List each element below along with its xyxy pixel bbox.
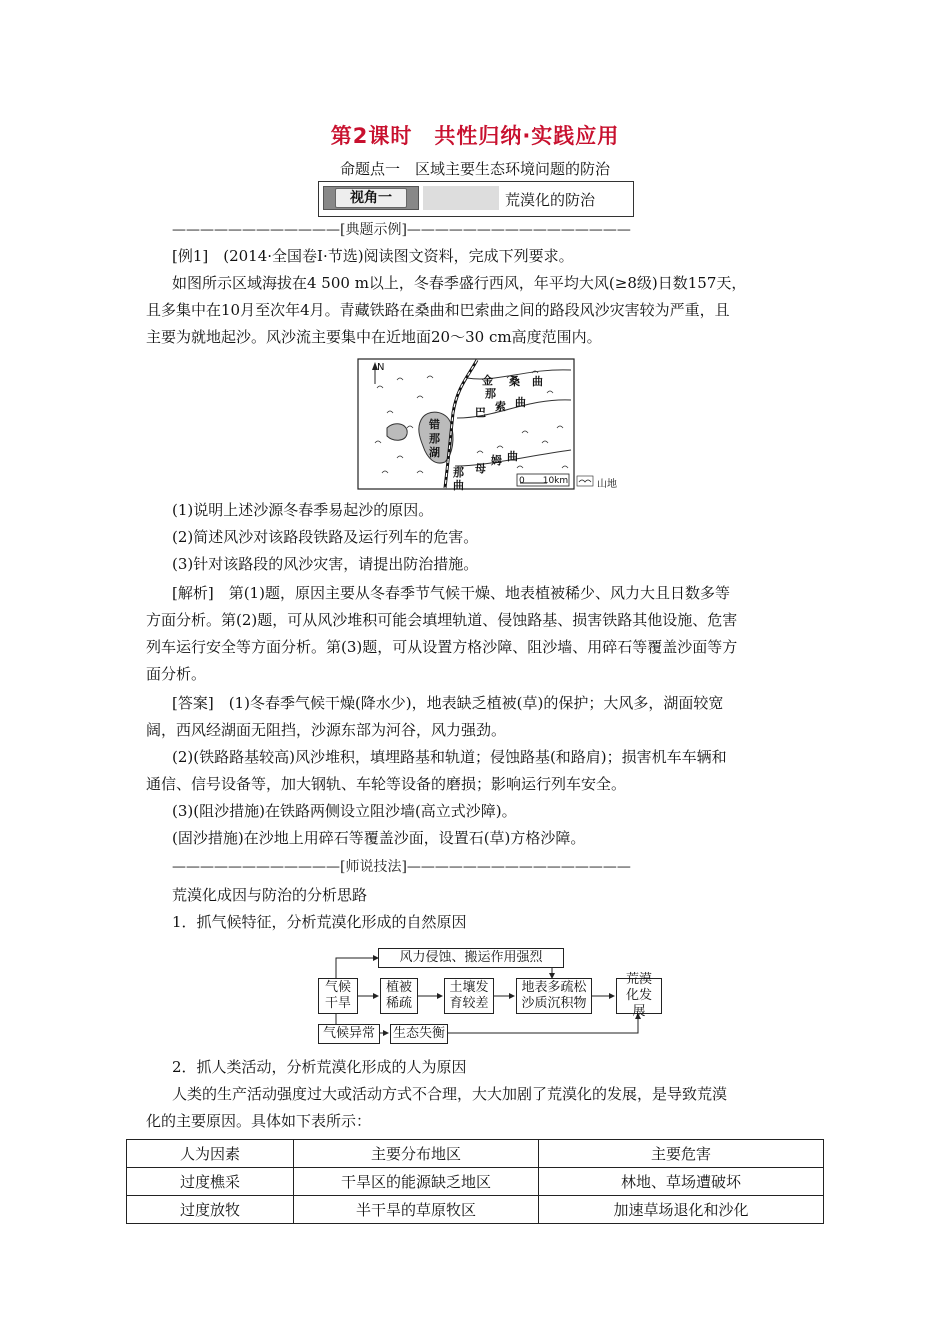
map-label-qu1: 曲 [532, 375, 543, 388]
example-line-1: 如图所示区域海拔在4 500 m以上，冬春季盛行西风，年平均大风(≥8级)日数157天， [172, 274, 747, 292]
table-header: 主要危害 [539, 1140, 824, 1168]
table-cell: 过度放牧 [127, 1196, 294, 1224]
method-point-1: 1．抓气候特征，分析荒漠化形成的自然原因 [172, 913, 467, 931]
map-figure [357, 358, 627, 494]
angle-banner [318, 181, 634, 217]
flow-box-soil: 土壤发育较差 [444, 978, 494, 1014]
map-label-hu: 湖 [429, 446, 440, 459]
table-cell: 林地、草场遭破坏 [539, 1168, 824, 1196]
map-label-mu2: 姆 [491, 454, 502, 467]
table-header-row [127, 1140, 824, 1168]
flow-box-surface-sand: 地表多疏松沙质沉积物 [516, 978, 592, 1014]
question-3: (3)针对该路段的风沙灾害，请提出防治措施。 [172, 555, 479, 573]
analysis-line-2: 方面分析。第(2)题，可从风沙堆积可能会填埋轨道、侵蚀路基、损害铁路其他设施、危害 [146, 611, 738, 629]
question-1: (1)说明上述沙源冬春季易起沙的原因。 [172, 501, 434, 519]
example-line-2: 且多集中在10月至次年4月。青藏铁路在桑曲和巴索曲之间的路段风沙灾害较为严重，且 [146, 301, 730, 319]
table-cell: 干旱区的能源缺乏地区 [294, 1168, 539, 1196]
divider-example: ————————————[典题示例]———————————————— [172, 222, 631, 238]
flow-box-desertification: 荒漠化发展 [616, 978, 662, 1014]
north-label: N [377, 362, 385, 373]
answer-line-1: [答案] (1)冬春季气候干燥(降水少)，地表缺乏植被(草)的保护；大风多，湖面较宽 [172, 694, 724, 712]
flow-box-climate-abnormal: 气候异常 [318, 1024, 380, 1044]
map-label-qu2: 曲 [515, 396, 526, 409]
map-label-qu3: 曲 [507, 450, 518, 463]
answer-line-3: (2)(铁路路基较高)风沙堆积，填埋路基和轨道；侵蚀路基(和路肩)；损害机车车辆和 [172, 748, 727, 766]
method-intro-2: 化的主要原因。具体如下表所示： [146, 1112, 372, 1130]
angle-topic: 荒漠化的防治 [505, 191, 596, 209]
flow-diagram [316, 944, 696, 1050]
table-header: 主要分布地区 [294, 1140, 539, 1168]
legend-mountain-icon [579, 480, 591, 482]
legend-label: 山地 [597, 479, 617, 490]
small-lake [387, 424, 407, 441]
table-row [127, 1168, 824, 1196]
map-label-cuo: 错 [429, 418, 440, 431]
analysis-line-3: 列车运行安全等方面分析。第(3)题，可从设置方格沙障、阻沙墙、用碎石等覆盖沙面等方 [146, 638, 738, 656]
table-row [127, 1196, 824, 1224]
map-label-na1: 那 [485, 387, 496, 400]
map-label-jin: 金 [482, 374, 493, 387]
page-title: 第2课时 共性归纳·实践应用 [330, 124, 620, 148]
question-2: (2)简述风沙对该路段铁路及运行列车的危害。 [172, 528, 479, 546]
answer-line-5: (3)(阻沙措施)在铁路两侧设立阻沙墙(高立式沙障)。 [172, 802, 517, 820]
flow-box-eco-imbalance: 生态失衡 [390, 1024, 448, 1044]
table-cell: 加速草场退化和沙化 [539, 1196, 824, 1224]
map-label-ba: 巴 [475, 406, 486, 419]
table-cell: 半干旱的草原牧区 [294, 1196, 539, 1224]
answer-line-6: (固沙措施)在沙地上用碎石等覆盖沙面，设置石(草)方格沙障。 [172, 829, 586, 847]
map-label-na2: 那 [429, 432, 440, 445]
example-line-3: 主要为就地起沙。风沙流主要集中在近地面20～30 cm高度范围内。 [146, 328, 602, 346]
example-head: [例1] (2014·全国卷Ⅰ·节选)阅读图文资料，完成下列要求。 [172, 247, 574, 265]
angle-tag-label: 视角一 [335, 188, 407, 208]
method-intro-1: 人类的生产活动强度过大或活动方式不合理，大大加剧了荒漠化的发展，是导致荒漠 [172, 1085, 728, 1103]
angle-tag-shade [423, 186, 499, 210]
human-factors-table [126, 1139, 824, 1224]
table-cell: 过度樵采 [127, 1168, 294, 1196]
analysis-line-1: [解析] 第(1)题，原因主要从冬春季节气候干燥、地表植被稀少、风力大且日数多等 [172, 584, 730, 602]
map-label-mu: 母 [475, 462, 486, 475]
flow-box-vegetation: 植被稀疏 [380, 978, 418, 1014]
table-header: 人为因素 [127, 1140, 294, 1168]
answer-line-4: 通信、信号设备等，加大钢轨、车轮等设备的磨损；影响运行列车安全。 [146, 775, 627, 793]
flow-box-drought: 气候干旱 [318, 978, 358, 1014]
method-point-2: 2．抓人类活动，分析荒漠化形成的人为原因 [172, 1058, 467, 1076]
map-label-sang: 桑 [509, 375, 520, 388]
map-label-suo: 索 [495, 400, 506, 413]
flow-box-wind-erosion: 风力侵蚀、搬运作用强烈 [378, 948, 564, 968]
analysis-line-4: 面分析。 [146, 665, 207, 683]
scale-label: 0 10km [519, 476, 569, 486]
angle-tag [323, 186, 419, 210]
answer-line-2: 阔，西风经湖面无阻挡，沙源东部为河谷，风力强劲。 [146, 721, 507, 739]
map-label-qu4: 曲 [453, 479, 464, 492]
map-label-na3: 那 [453, 466, 464, 479]
divider-method: ————————————[师说技法]———————————————— [172, 859, 631, 875]
section-subtitle: 命题点一 区域主要生态环境问题的防治 [339, 160, 610, 178]
method-heading: 荒漠化成因与防治的分析思路 [172, 886, 368, 904]
